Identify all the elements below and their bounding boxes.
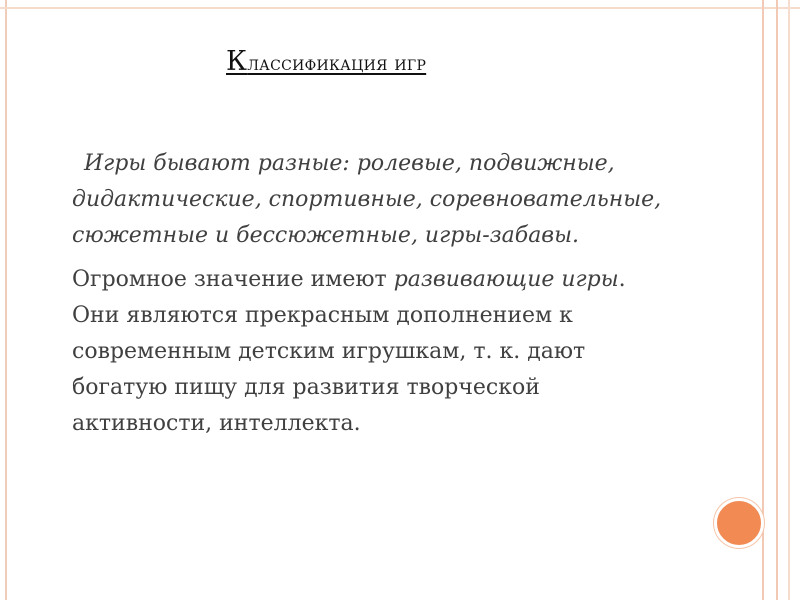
list-item-text: Огромное значение имеют	[72, 267, 394, 292]
slide-content	[40, 146, 680, 450]
list-item	[40, 146, 680, 254]
slide-title	[226, 46, 426, 77]
right-decor-line	[788, 0, 790, 600]
orange-circle-decor	[714, 498, 764, 548]
list-item-italic-text: развивающие игры	[393, 267, 619, 292]
list-item-text: . Они являются прекрасным дополнением к современным детским игрушкам, т. к. дают богатую пищу для развития творческой активности, интеллекта.	[72, 267, 626, 436]
list-item	[40, 262, 680, 442]
title-first-letter: К	[226, 46, 248, 77]
left-decor-line	[5, 0, 7, 600]
list-item-text: Игры бывают разные: ролевые, подвижные, дидактические, спортивные, соревновательные, сюжетные и бессюжетные, игры-забавы.	[72, 151, 662, 248]
right-decor-line	[776, 0, 778, 600]
right-decor-border	[762, 0, 800, 600]
title-rest: лассификация игр	[247, 51, 427, 75]
top-decor-line	[0, 7, 800, 9]
